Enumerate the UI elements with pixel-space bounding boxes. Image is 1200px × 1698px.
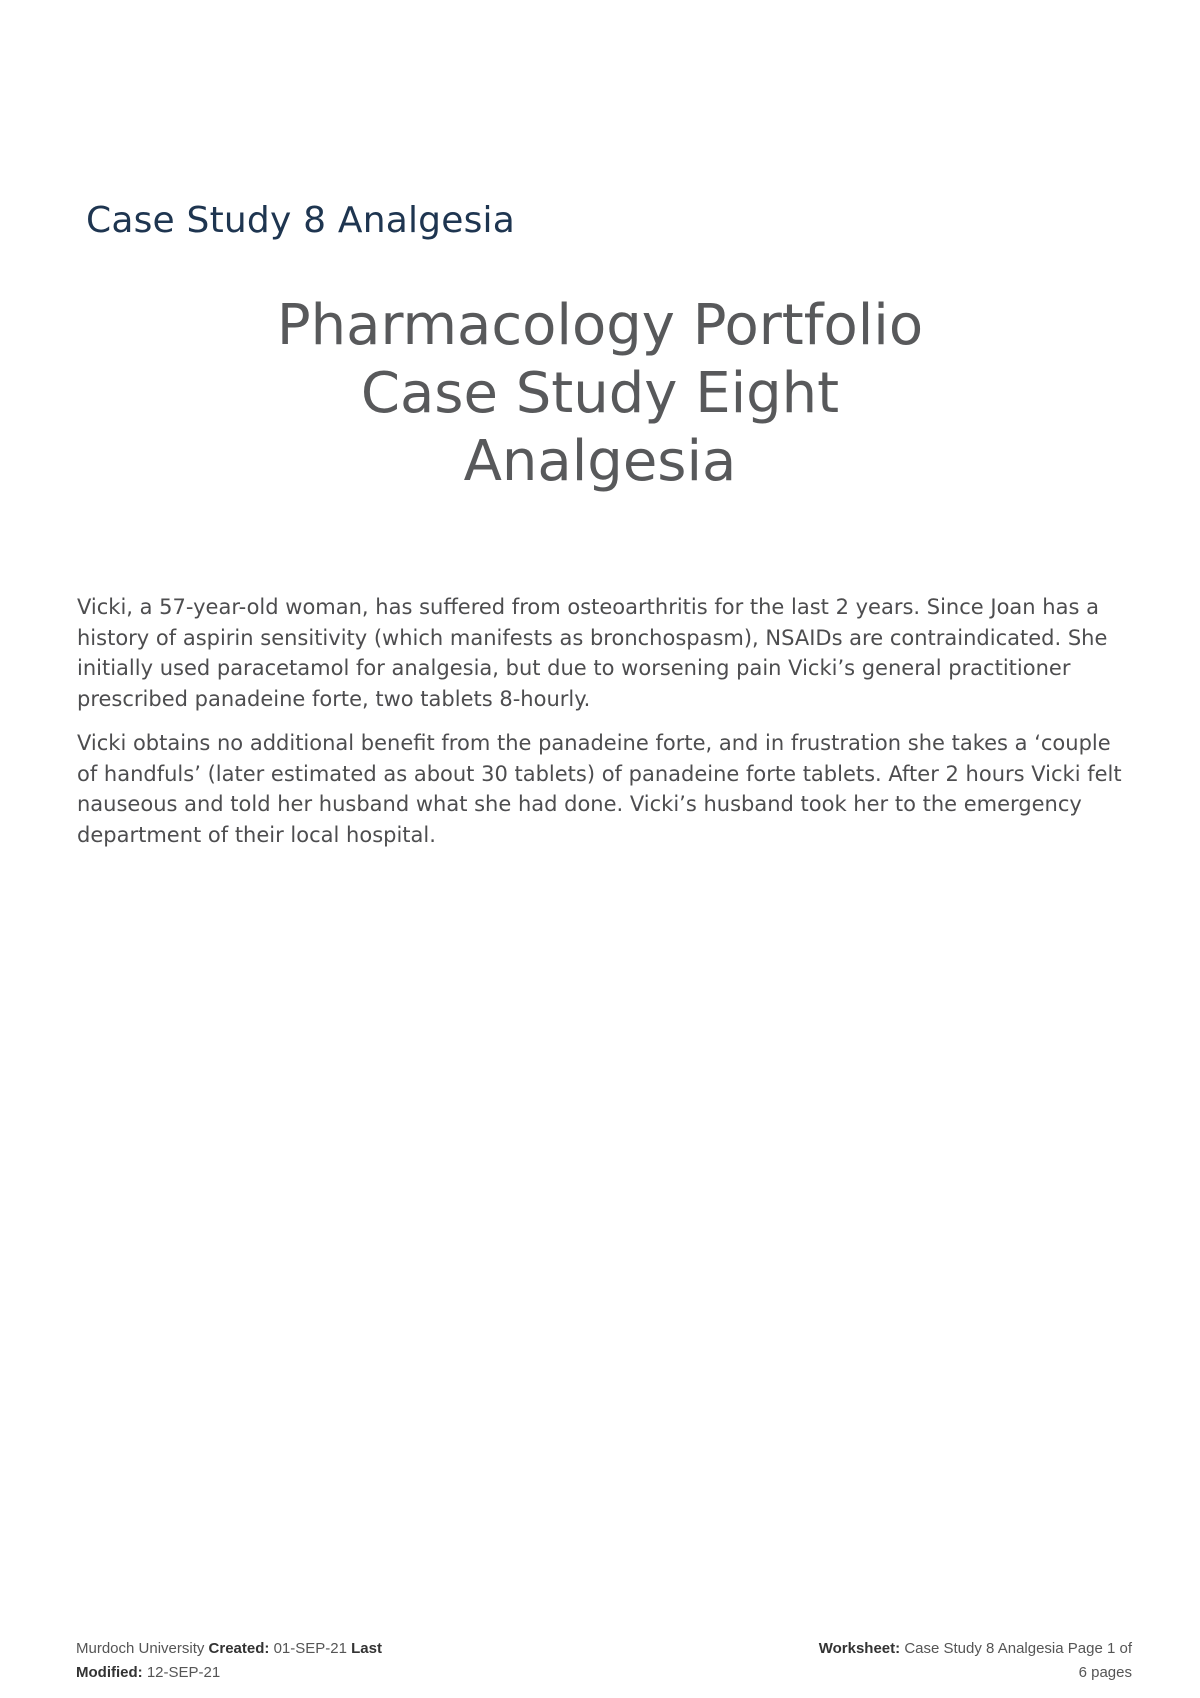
footer-created-label: Created:: [208, 1640, 270, 1657]
case-description: [77, 592, 1137, 864]
footer-organization: Murdoch University: [76, 1640, 205, 1657]
footer-modified-label: Modified:: [76, 1664, 143, 1681]
footer-created-date: 01-SEP-21: [273, 1640, 347, 1657]
footer-left: [76, 1637, 456, 1685]
footer-worksheet-name: Case Study 8 Analgesia: [904, 1640, 1064, 1657]
document-title-line-2: Case Study Eight: [360, 361, 840, 426]
document-title: [0, 292, 1200, 496]
footer-page-total: 6 pages: [1078, 1664, 1132, 1681]
document-title-line-1: Pharmacology Portfolio: [276, 293, 924, 358]
footer-right: [760, 1637, 1132, 1685]
case-paragraph-2: Vicki obtains no additional benefit from the panadeine forte, and in frustration she takes a ‘couple of handfuls’ (later estimated as about 30 tablets) of panadeine forte tablets. After 2 hours Vicki felt nauseous and told her husband what she had done. Vicki’s husband took her to the emergency department of their local hospital.: [77, 731, 1122, 847]
document-title-line-3: Analgesia: [463, 429, 737, 494]
footer-last-label: Last: [351, 1640, 382, 1657]
case-paragraph-1: Vicki, a 57-year-old woman, has suffered from osteoarthritis for the last 2 years. Since Joan has a history of aspirin sensitivity (which manifests as bronchospasm), NSAIDs are contraindicated. She initially used paracetamol for analgesia, but due to worsening pain Vicki’s general practitioner prescribed panadeine forte, two tablets 8-hourly.: [77, 595, 1108, 711]
page-header-title: Case Study 8 Analgesia: [86, 200, 515, 241]
footer-modified-date: 12-SEP-21: [146, 1664, 221, 1681]
footer-worksheet-label: Worksheet:: [818, 1640, 901, 1657]
footer-page-number: Page 1 of: [1067, 1640, 1132, 1657]
